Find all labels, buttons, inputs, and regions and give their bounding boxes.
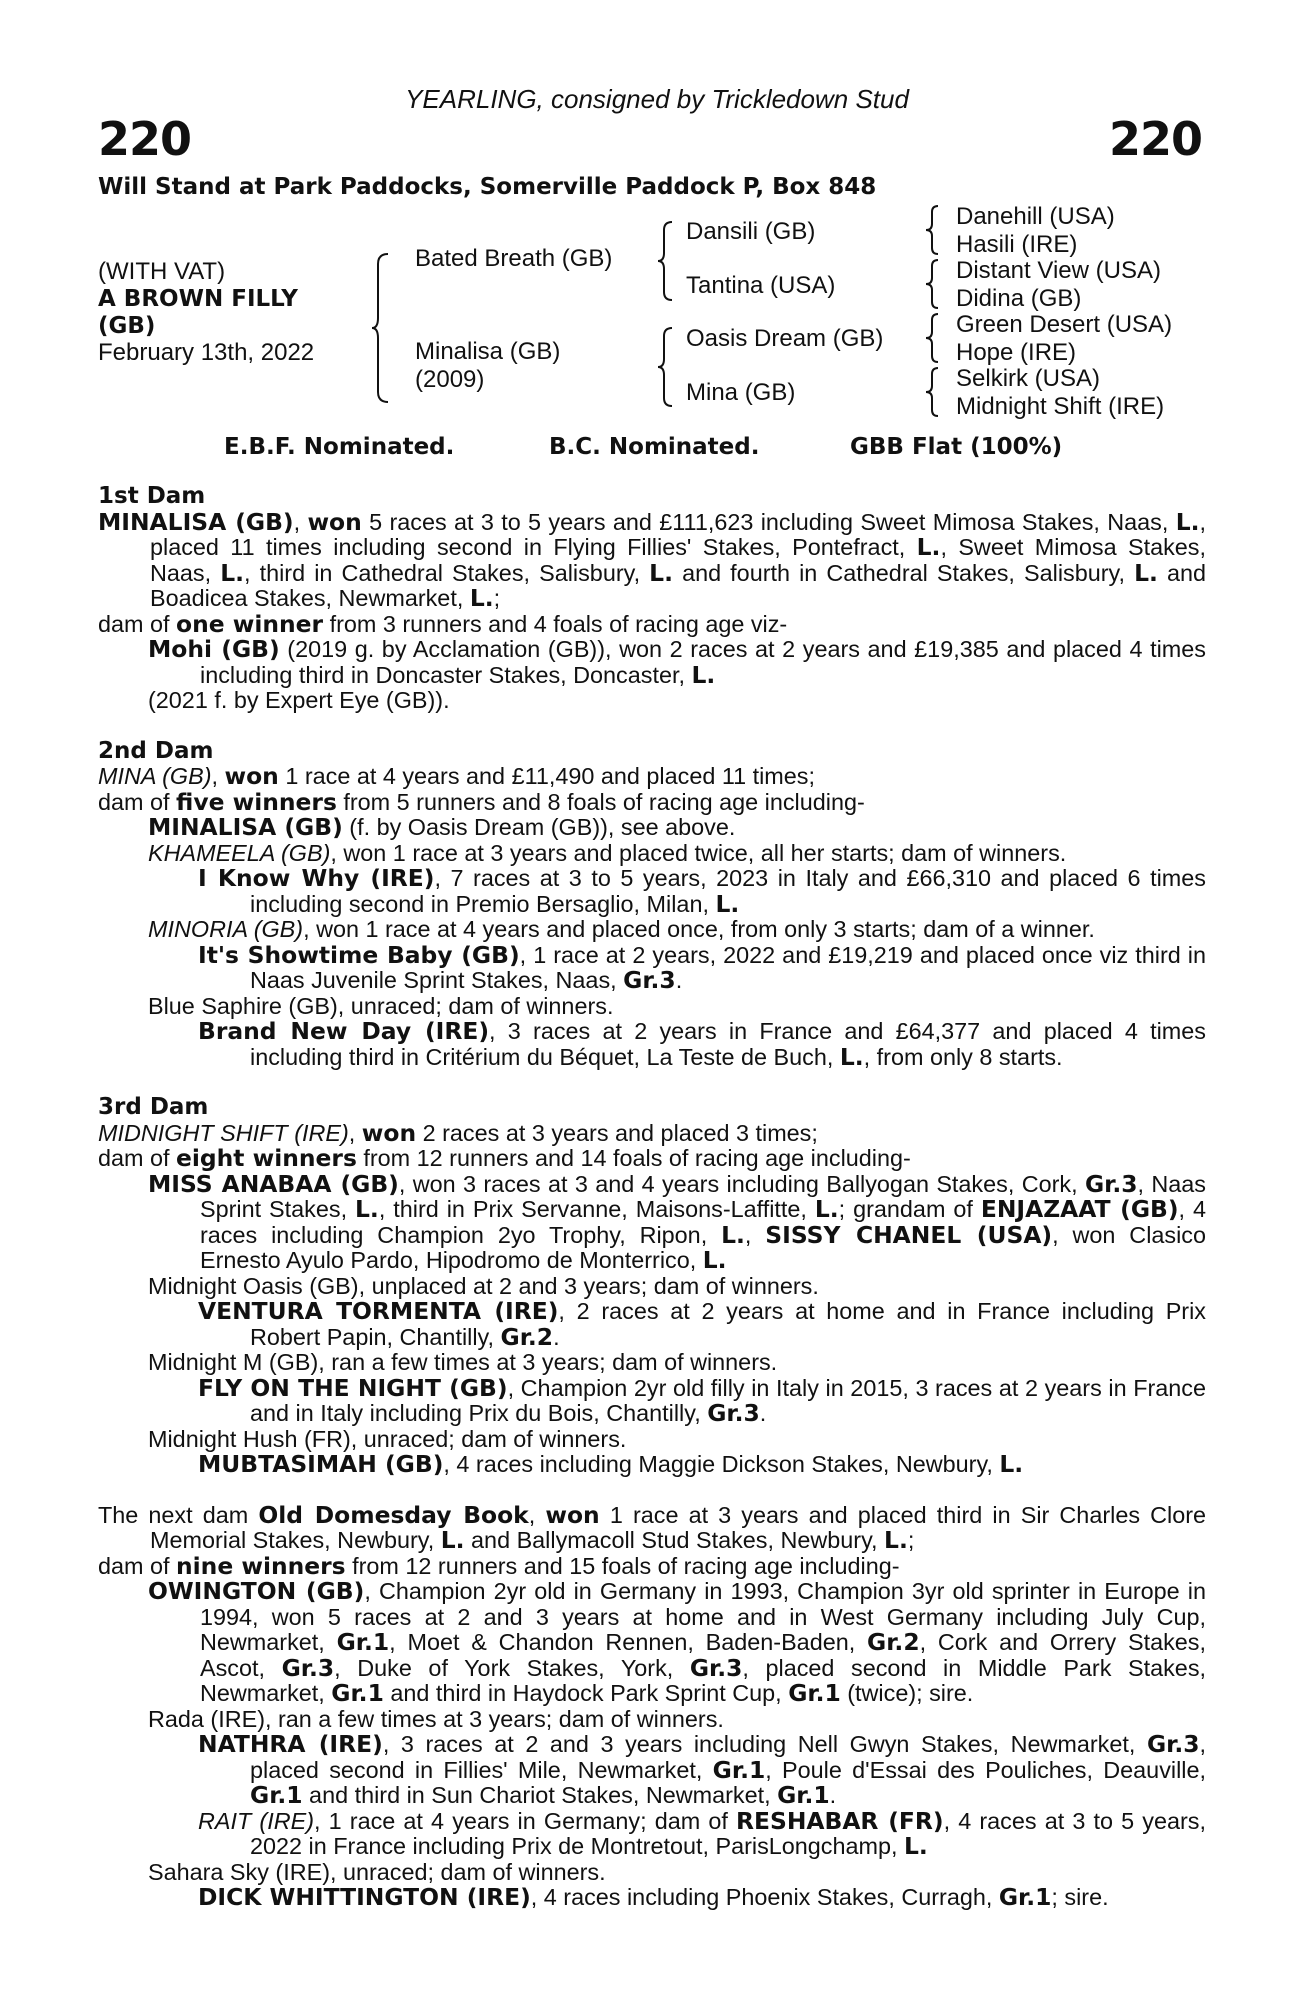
next-dam-produce-summary: dam of nine winners from 12 runners and 15 foals of racing age including-: [98, 1551, 900, 1580]
pedigree-g3: Didina (GB): [956, 285, 1082, 312]
pedigree-g3: Selkirk (USA): [956, 365, 1101, 392]
produce-entry: I Know Why (IRE), 7 races at 3 to 5 years, 2023 in Italy and £66,310 and placed 6 times including second in Premio Bersaglio, Milan, L.: [198, 864, 1206, 918]
dam-record: MINALISA (GB), won 5 races at 3 to 5 years and £111,623 including Sweet Mimosa Stakes, Naas, L., placed 11 times including second in Flying Fillies' Stakes, Pontefract, L., Sweet Mimosa Stakes, Naas, L., third in Cathedral Stakes, Salisbury, L. and fourth in Cathedral Stakes, Salisbury, L. and Boadicea Stakes, Newmarket, L.;: [98, 507, 1206, 612]
produce-entry: MISS ANABAA (GB), won 3 races at 3 and 4 years including Ballyogan Stakes, Cork, Gr.3, Naas Sprint Stakes, L., third in Prix Servanne, Maisons-Laffitte, L.; grandam of ENJAZAAT (GB), 4 races including Champion 2yo Trophy, Ripon, L., SISSY CHANEL (USA), won Clasico Ernesto Ayulo Pardo, Hipodromo de Monterrico, L.: [148, 1169, 1207, 1274]
second-dam-produce-summary: dam of five winners from 5 runners and 8 foals of racing age including-: [98, 787, 865, 816]
pedigree-g3: Danehill (USA): [956, 203, 1115, 230]
produce-entry: NATHRA (IRE), 3 races at 2 and 3 years including Nell Gwyn Stakes, Newmarket, Gr.3, placed second in Fillies' Mile, Newmarket, Gr.1, Poule d'Essai des Pouliches, Deauville, Gr.1 and third in Sun Chariot Stakes, Newmarket, Gr.1.: [198, 1730, 1206, 1809]
produce-entry: MINALISA (GB) (f. by Oasis Dream (GB)), see above.: [148, 813, 736, 841]
produce-entry: Mohi (GB) (2019 g. by Acclamation (GB)), won 2 races at 2 years and £19,385 and placed 4 times including third in Doncaster Stakes, Doncaster, L.: [148, 635, 1206, 689]
produce-entry: OWINGTON (GB), Champion 2yr old in Germany in 1993, Champion 3yr old sprinter in Europe in 1994, won 5 races at 2 and 3 years at home and in West Germany including July Cup, Newmarket, Gr.1, Moet & Chandon Rennen, Baden-Baden, Gr.2, Cork and Orrery Stakes, Ascot, Gr.3, Duke of York Stakes, York, Gr.3, placed second in Middle Park Stakes, Newmarket, Gr.1 and third in Haydock Park Sprint Cup, Gr.1 (twice); sire.: [148, 1577, 1207, 1707]
produce-entry: (2021 f. by Expert Eye (GB)).: [148, 687, 450, 713]
pedigree-g3: Midnight Shift (IRE): [956, 393, 1165, 420]
lot-number-left: 220: [98, 112, 192, 166]
produce-entry: Blue Saphire (GB), unraced; dam of winners.: [148, 992, 614, 1019]
produce-entry: Brand New Day (IRE), 3 races at 2 years in France and £64,377 and placed 4 times including third in Critérium du Béquet, La Teste de Buch, L., from only 8 starts.: [198, 1017, 1206, 1071]
pedigree-g3: Hasili (IRE): [956, 231, 1078, 258]
pedigree-brace: [924, 312, 942, 364]
second-dam-record: MINA (GB), won 1 race at 4 years and £11,490 and placed 11 times;: [98, 762, 815, 790]
pedigree-brace: [924, 258, 942, 310]
pedigree-g3: Distant View (USA): [956, 257, 1161, 284]
produce-entry: Midnight Oasis (GB), unplaced at 2 and 3 years; dam of winners.: [148, 1272, 819, 1299]
pedigree-dam-dam: Mina (GB): [686, 379, 796, 406]
horse-description: A BROWN FILLY: [98, 286, 298, 312]
ebf-nomination: E.B.F. Nominated.: [224, 434, 455, 460]
stand-location: Will Stand at Park Paddocks, Somerville Paddock P, Box 848: [98, 174, 877, 200]
pedigree-brace: [656, 220, 676, 302]
produce-entry: MINORIA (GB), won 1 race at 4 years and placed once, from only 3 starts; dam of a winner.: [148, 916, 1095, 942]
third-dam-heading: 3rd Dam: [98, 1094, 209, 1120]
pedigree-brace: [924, 204, 942, 256]
produce-entry: KHAMEELA (GB), won 1 race at 3 years and placed twice, all her starts; dam of winners.: [148, 839, 1067, 866]
pedigree-dam-year: (2009): [415, 366, 485, 393]
produce-entry: MUBTASIMAH (GB), 4 races including Maggie Dickson Stakes, Newbury, L.: [198, 1450, 1024, 1478]
pedigree-sire-dam: Tantina (USA): [686, 272, 836, 299]
produce-entry: Midnight Hush (FR), unraced; dam of winners.: [148, 1425, 627, 1452]
consignor-line: YEARLING, consigned by Trickledown Stud: [405, 84, 909, 114]
pedigree-brace: [656, 326, 676, 408]
produce-entry: It's Showtime Baby (GB), 1 race at 2 years, 2022 and £19,219 and placed once viz third in Naas Juvenile Sprint Stakes, Naas, Gr.3.: [198, 940, 1206, 994]
vat-label: (WITH VAT): [98, 258, 226, 285]
next-dam-record: The next dam Old Domesday Book, won 1 race at 3 years and placed third in Sir Charles Clore Memorial Stakes, Newbury, L. and Ballymacoll Stud Stakes, Newbury, L.;: [98, 1500, 1207, 1554]
pedigree-dam-sire: Oasis Dream (GB): [686, 325, 884, 352]
first-dam-heading: 1st Dam: [98, 483, 206, 509]
pedigree-brace: [370, 252, 394, 404]
foaling-date: February 13th, 2022: [98, 339, 315, 366]
produce-entry: Midnight M (GB), ran a few times at 3 years; dam of winners.: [148, 1349, 778, 1375]
pedigree-dam: Minalisa (GB): [415, 338, 561, 365]
produce-entry: Sahara Sky (IRE), unraced; dam of winners.: [148, 1858, 606, 1885]
pedigree-g3: Green Desert (USA): [956, 311, 1173, 338]
produce-entry: DICK WHITTINGTON (IRE), 4 races including Phoenix Stakes, Curragh, Gr.1; sire.: [198, 1883, 1109, 1911]
horse-country: (GB): [98, 313, 156, 339]
produce-entry: VENTURA TORMENTA (IRE), 2 races at 2 years at home and in France including Prix Robert Papin, Chantilly, Gr.2.: [198, 1297, 1206, 1351]
catalogue-body: [98, 484, 1206, 1911]
pedigree-sire-sire: Dansili (GB): [686, 218, 816, 245]
pedigree-g3: Hope (IRE): [956, 339, 1077, 366]
produce-entry: Rada (IRE), ran a few times at 3 years; dam of winners.: [148, 1705, 724, 1732]
produce-entry: FLY ON THE NIGHT (GB), Champion 2yr old filly in Italy in 2015, 3 races at 2 years in France and in Italy including Prix du Bois, Chantilly, Gr.3.: [198, 1373, 1206, 1427]
second-dam-heading: 2nd Dam: [98, 737, 214, 764]
produce-entry: RAIT (IRE), 1 race at 4 years in Germany; dam of RESHABAR (FR), 4 races at 3 to 5 years, 2022 in France including Prix de Montretout, ParisLongchamp, L.: [198, 1806, 1206, 1860]
gbb-flat: GBB Flat (100%): [850, 434, 1063, 460]
third-dam-produce-summary: dam of eight winners from 12 runners and 14 foals of racing age including-: [98, 1144, 911, 1172]
dam-produce-summary: dam of one winner from 3 runners and 4 foals of racing age viz-: [98, 609, 788, 638]
lot-number-right: 220: [1108, 112, 1202, 166]
pedigree-brace: [924, 366, 942, 418]
bc-nomination: B.C. Nominated.: [549, 434, 760, 460]
pedigree-sire: Bated Breath (GB): [415, 245, 613, 272]
nominations: [0, 434, 1314, 464]
third-dam-record: MIDNIGHT SHIFT (IRE), won 2 races at 3 years and placed 3 times;: [98, 1118, 818, 1147]
